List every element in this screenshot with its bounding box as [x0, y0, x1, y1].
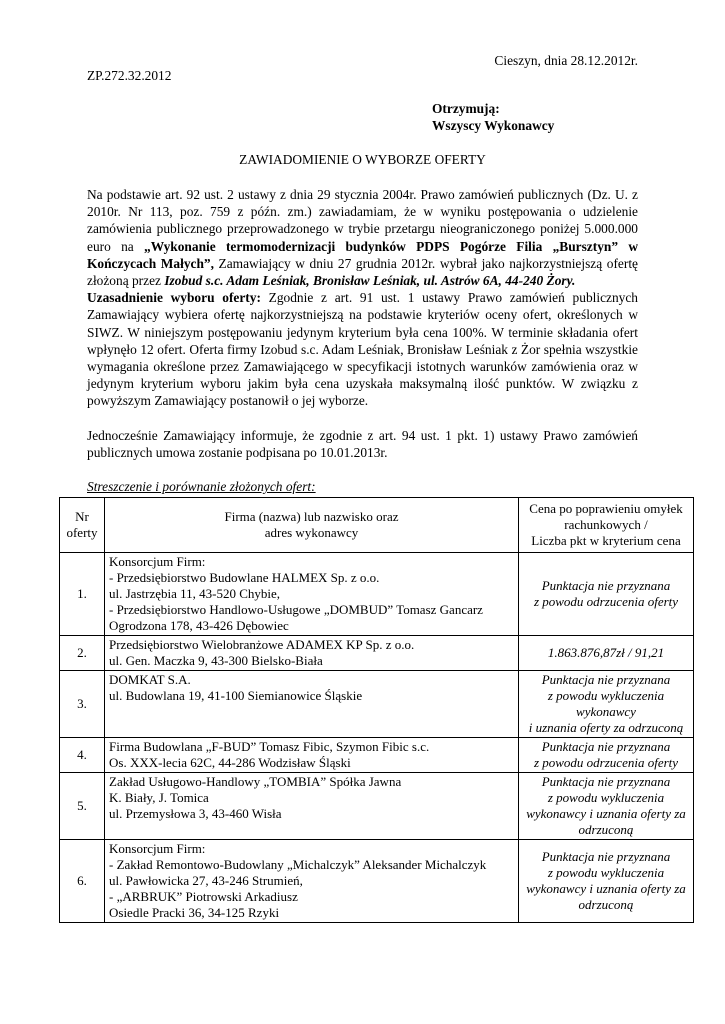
- offer-firm-line: ul. Budowlana 19, 41-100 Siemianowice Śląskie: [109, 688, 363, 703]
- offer-firm-line: Przedsiębiorstwo Wielobranżowe ADAMEX KP Sp. z o.o.: [109, 637, 415, 652]
- paragraph-contract-date: Jednocześnie Zamawiający informuje, że zgodnie z art. 94 ust. 1 pkt. 1) ustawy Prawo zamówień publicznych umowa zostanie podpisana po 10.01.2013r.: [87, 427, 638, 460]
- header-nr: [60, 498, 105, 553]
- offer-firm-line: K. Biały, J. Tomica: [109, 790, 209, 805]
- offer-score-line: 1.863.876,87zł / 91,21: [547, 645, 665, 660]
- offer-firm-line: ul. Jastrzębia 11, 43-520 Chybie,: [109, 586, 281, 601]
- offer-firm-line: DOMKAT S.A.: [109, 672, 191, 687]
- header-score-line: Liczba pkt w kryterium cena: [531, 533, 681, 548]
- table-row: [60, 773, 694, 840]
- offer-score: [519, 671, 694, 738]
- offer-firm-line: Osiedle Pracki 36, 34-125 Rzyki: [109, 905, 280, 920]
- document-body: [87, 186, 638, 461]
- offer-number: 5.: [60, 773, 105, 840]
- offer-firm-line: Ogrodzona 178, 43-426 Dębowiec: [109, 618, 289, 633]
- offer-score-line: odrzuconą: [578, 822, 634, 837]
- recipients-label: Otrzymują:: [432, 101, 500, 116]
- offer-score-line: z powodu wykluczenia: [547, 688, 665, 703]
- paragraph-selection: [87, 186, 638, 289]
- offer-number: 6.: [60, 840, 105, 923]
- offer-score: [519, 738, 694, 773]
- table-row: [60, 840, 694, 923]
- paragraph-justification: [87, 289, 638, 409]
- paragraph-selection-intro: Na podstawie art. 92 ust. 2 ustawy z dnia 29 stycznia 2004r. Prawo zamówień publicznych (Dz. U. z 2010r. Nr 113, poz. 759 z późn. zm.) zawiadamiam, że w wyniku postępowania o udzielenie zamówienia publicznego przeprowadzonego w trybie przetargu nieograniczonego poniżej 5.000.000 euro na: [87, 187, 638, 254]
- offer-score-line: Punktacja nie przyznana: [541, 739, 671, 754]
- offer-firm: [105, 553, 519, 636]
- offer-score-line: Punktacja nie przyznana: [541, 849, 671, 864]
- offer-score-line: wykonawcy i uznania oferty za: [526, 881, 686, 896]
- table-row: [60, 636, 694, 671]
- header-nr-line: Nr: [75, 509, 89, 524]
- offer-firm: [105, 636, 519, 671]
- table-header-row: [60, 498, 694, 553]
- offer-firm-line: ul. Pawłowicka 27, 43-246 Strumień,: [109, 873, 303, 888]
- header-score-line: Cena po poprawieniu omyłek: [529, 501, 683, 516]
- offer-firm-line: Konsorcjum Firm:: [109, 841, 206, 856]
- justification-text: Zgodnie z art. 91 ust. 1 ustawy Prawo zamówień publicznych Zamawiający wybiera ofertę najkorzystniejszą na podstawie kryteriów oceny ofert, określonych w SIWZ. W niniejszym postępowaniu jedynym kryterium była cena 100%. W terminie składania ofert wpłynęło 12 ofert. Oferta firmy Izobud s.c. Adam Leśniak, Bronisław Leśniak z Żor spełnia wszystkie wymagania określone przez Zamawiającego w specyfikacji istotnych warunków zamówienia oraz w jedynym kryterium wyboru jakim była cena uzyskała maksymalną ilość punktów. W związku z powyższym Zamawiający postanowił o jej wyborze.: [87, 290, 638, 409]
- offer-number: 4.: [60, 738, 105, 773]
- offer-score-line: Punktacja nie przyznana: [541, 774, 671, 789]
- offer-score-line: Punktacja nie przyznana: [541, 578, 671, 593]
- offer-score-line: z powodu odrzucenia oferty: [533, 755, 679, 770]
- offer-score: [519, 636, 694, 671]
- offer-firm-line: - Przedsiębiorstwo Handlowo-Usługowe „DOMBUD” Tomasz Gancarz: [109, 602, 483, 617]
- header-nr-line: oferty: [66, 525, 98, 540]
- offer-firm: [105, 738, 519, 773]
- reference-number: ZP.272.32.2012: [87, 68, 172, 83]
- offer-score-line: z powodu odrzucenia oferty: [533, 594, 679, 609]
- offer-firm: [105, 773, 519, 840]
- offers-table: [59, 497, 694, 923]
- offer-number: 1.: [60, 553, 105, 636]
- offer-score-line: z powodu wykluczenia: [547, 790, 665, 805]
- document-title-text: ZAWIADOMIENIE O WYBORZE OFERTY: [239, 152, 486, 167]
- summary-heading: Streszczenie i porównanie złożonych ofert:: [87, 479, 316, 494]
- offer-score-line: z powodu wykluczenia: [547, 865, 665, 880]
- offer-firm: [105, 840, 519, 923]
- offer-score-line: odrzuconą: [578, 897, 634, 912]
- header-firm: [105, 498, 519, 553]
- offer-score: [519, 553, 694, 636]
- offer-firm-line: Zakład Usługowo-Handlowy „TOMBIA” Spółka Jawna: [109, 774, 402, 789]
- offer-number: 2.: [60, 636, 105, 671]
- winning-bidder: Izobud s.c. Adam Leśniak, Bronisław Leśniak, ul. Astrów 6A, 44-240 Żory.: [164, 273, 576, 289]
- offer-firm-line: Os. XXX-lecia 62C, 44-286 Wodzisław Śląski: [109, 755, 351, 770]
- offer-firm-line: - Zakład Remontowo-Budowlany „Michalczyk” Aleksander Michalczyk: [109, 857, 487, 872]
- offer-firm-line: ul. Przemysłowa 3, 43-460 Wisła: [109, 806, 282, 821]
- offer-score-line: i uznania oferty za odrzuconą: [528, 720, 684, 735]
- paragraph-selection-middle: Zamawiający w dniu 27 grudnia 2012r. wybrał jako najkorzystniejszą ofertę złożoną przez: [87, 255, 638, 289]
- offer-score: [519, 773, 694, 840]
- project-name: „Wykonanie termomodernizacji budynków PDPS Pogórze Filia „Bursztyn” w Kończycach Małych”,: [87, 238, 638, 271]
- offer-score-line: Punktacja nie przyznana: [541, 672, 671, 687]
- place-date: Cieszyn, dnia 28.12.2012r.: [494, 53, 638, 68]
- document-title: [0, 151, 725, 168]
- table-row: [60, 738, 694, 773]
- offer-firm: [105, 671, 519, 738]
- offer-score: [519, 840, 694, 923]
- recipients-block: [432, 100, 554, 134]
- header-firm-line: Firma (nazwa) lub nazwisko oraz: [224, 509, 399, 524]
- table-row: [60, 671, 694, 738]
- offer-score-line: wykonawcy: [576, 704, 636, 719]
- recipients-name: Wszyscy Wykonawcy: [432, 118, 555, 134]
- offer-firm-line: Konsorcjum Firm:: [109, 554, 206, 569]
- header-score-line: rachunkowych /: [564, 517, 648, 532]
- offer-firm-line: - Przedsiębiorstwo Budowlane HALMEX Sp. z o.o.: [109, 570, 380, 585]
- offer-firm-line: Firma Budowlana „F-BUD” Tomasz Fibic, Szymon Fibic s.c.: [109, 739, 430, 754]
- offer-number: 3.: [60, 671, 105, 738]
- offer-firm-line: ul. Gen. Maczka 9, 43-300 Bielsko-Biała: [109, 653, 323, 668]
- header-score: [519, 498, 694, 553]
- table-row: [60, 553, 694, 636]
- offer-score-line: wykonawcy i uznania oferty za: [526, 806, 686, 821]
- justification-label: Uzasadnienie wyboru oferty:: [87, 290, 261, 306]
- offer-firm-line: - „ARBRUK” Piotrowski Arkadiusz: [109, 889, 298, 904]
- header-firm-line: adres wykonawcy: [264, 525, 359, 540]
